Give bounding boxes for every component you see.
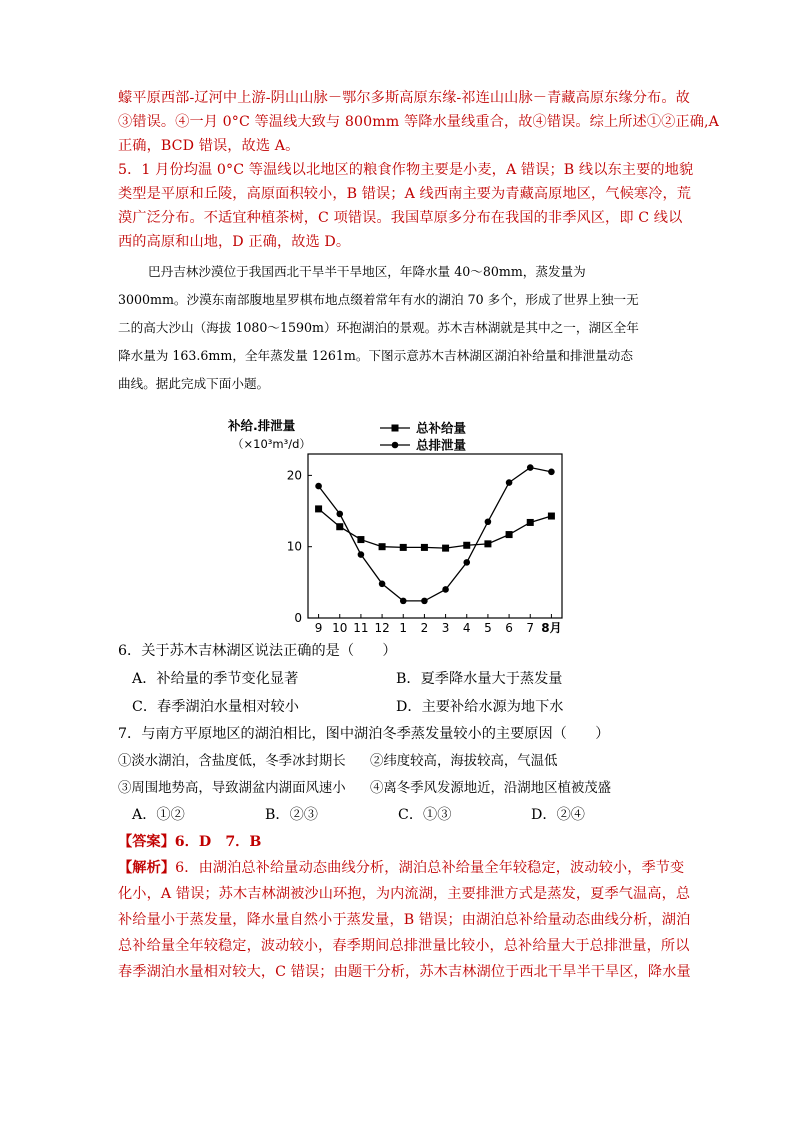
x-tick-label: 11 — [353, 621, 369, 635]
analysis-line: 总补给量全年较稳定，波动较小，春季期间总排泄量比较小，总补给量大于总排泄量，所以 — [118, 938, 690, 954]
question-7 — [118, 721, 684, 829]
option-b[interactable]: B．②③ — [265, 807, 318, 823]
option-d[interactable]: D．②④ — [531, 807, 585, 823]
data-point-circle — [336, 511, 343, 518]
data-point-square — [400, 544, 407, 551]
text-line: 5．1 月份均温 0°C 等温线以北地区的粮食作物主要是小麦，A 错误；B 线以东主要的地貌 — [118, 162, 694, 178]
statement-row — [118, 775, 684, 802]
x-tick-label: 7 — [526, 621, 535, 635]
data-point-square — [442, 545, 449, 552]
data-point-square — [336, 523, 343, 530]
data-point-square — [506, 531, 513, 538]
passage-line: 降水量为 163.6mm，全年蒸发量 1261m。下图示意苏木吉林湖区湖泊补给量和排泄量动态 — [118, 348, 633, 363]
analysis-line: 化小，A 错误；苏木吉林湖被沙山环抱，为内流湖，主要排泄方式是蒸发，夏季气温高，总 — [118, 886, 691, 902]
x-tick-label: 10 — [332, 621, 348, 635]
data-point-circle — [400, 598, 407, 605]
chart-svg — [118, 400, 684, 638]
text-line: 西的高原和山地，D 正确，故选 D。 — [118, 234, 351, 250]
data-point-circle — [442, 586, 449, 593]
reading-passage — [118, 258, 684, 398]
data-point-circle — [506, 479, 513, 486]
statement-2: ②纬度较高，海拔较高，气温低 — [370, 754, 558, 769]
answer-tag: 【答案】 — [118, 834, 175, 850]
legend-marker-circle — [392, 442, 399, 449]
analysis-tag: 【解析】 — [118, 860, 176, 876]
x-tick-label: 12 — [374, 621, 390, 635]
data-point-square — [463, 542, 470, 549]
text-line: 蠓平原西部-辽河中上游-阴山山脉－鄂尔多斯高原东缘-祁连山山脉－青藏高原东缘分布。故 — [118, 90, 690, 106]
statement-4: ④离冬季风发源地近，沿湖地区植被茂盛 — [370, 781, 612, 796]
legend-label: 总排泄量 — [416, 437, 467, 453]
data-point-square — [379, 543, 386, 550]
x-tick-label: 4 — [462, 621, 471, 635]
option-row — [118, 693, 684, 721]
answer-text: 6．D 7．B — [174, 834, 262, 850]
text-line: ③错误。④一月 0°C 等温线大致与 800mm 等降水量线重合，故④错误。综上所述①②正确,A — [118, 114, 719, 130]
option-b[interactable]: B．夏季降水量大于蒸发量 — [396, 671, 563, 687]
data-point-square — [315, 505, 322, 512]
data-point-circle — [485, 518, 492, 525]
plot-frame — [308, 454, 562, 618]
y-axis-unit: （×10³m³/d） — [232, 437, 311, 451]
analysis-line: 补给量小于蒸发量，降水量自然小于蒸发量，B 错误；由湖泊总补给量动态曲线分析，湖泊 — [118, 912, 691, 928]
passage-line: 曲线。据此完成下面小题。 — [118, 376, 270, 391]
x-tick-label: 6 — [505, 621, 513, 635]
legend-label: 总补给量 — [416, 420, 467, 436]
analysis-line: 6．由湖泊总补给量动态曲线分析，湖泊总补给量全年较稳定，波动较小，季节变 — [175, 860, 685, 876]
option-row — [118, 665, 684, 693]
data-point-circle — [527, 464, 534, 471]
option-c[interactable]: C．①③ — [398, 807, 452, 823]
series-line-2 — [319, 468, 552, 601]
text-line: 类型是平原和丘陵，高原面积较小，B 错误；A 线西南主要为青藏高原地区，气候寒冷，荒 — [118, 186, 692, 202]
data-point-circle — [548, 469, 555, 476]
option-a[interactable]: A．①② — [132, 807, 185, 823]
data-point-square — [421, 544, 428, 551]
option-d[interactable]: D．主要补给水源为地下水 — [396, 699, 564, 715]
statement-1: ①淡水湖泊，含盐度低，冬季冰封期长 — [118, 754, 346, 769]
data-point-square — [357, 536, 364, 543]
text-line — [118, 855, 684, 881]
y-tick-label: 0 — [294, 611, 302, 625]
data-point-circle — [463, 559, 470, 566]
option-a[interactable]: A．补给量的季节变化显著 — [132, 671, 299, 687]
lake-balance-chart — [118, 400, 684, 638]
data-point-circle — [315, 483, 322, 490]
question-6 — [118, 638, 684, 721]
option-row — [118, 802, 684, 829]
analysis-block — [118, 855, 691, 985]
y-axis-label: 补给.排泄量 — [228, 418, 296, 433]
document-page — [118, 86, 719, 985]
data-point-circle — [421, 598, 428, 605]
analysis-line: 春季湖泊水量相对较大，C 错误；由题干分析，苏木吉林湖位于西北干旱半干旱区，降水量 — [118, 964, 691, 980]
data-point-square — [527, 519, 534, 526]
y-tick-label: 20 — [286, 468, 302, 483]
x-tick-label: 5 — [484, 621, 492, 635]
x-tick-label: 8月 — [541, 621, 562, 635]
text-line: 漠广泛分布。不适宜种植茶树，C 项错误。我国草原多分布在我国的非季风区，即 C 线以 — [118, 210, 683, 226]
option-c[interactable]: C．春季湖泊水量相对较小 — [132, 699, 299, 715]
previous-explanation — [118, 86, 719, 158]
answer-block — [118, 829, 684, 855]
legend-marker-square — [392, 425, 399, 432]
x-tick-label: 3 — [441, 621, 450, 635]
y-tick-label: 10 — [286, 539, 302, 554]
passage-line: 3000mm。沙漠东南部腹地星罗棋布地点缀着常年有水的湖泊 70 多个，形成了世界上独一无 — [118, 292, 639, 307]
data-point-circle — [379, 580, 386, 587]
series-line-1 — [319, 509, 552, 548]
passage-line: 二的高大沙山（海拔 1080～1590m）环抱湖泊的景观。苏木吉林湖就是其中之一，湖区全年 — [118, 320, 639, 335]
text-line: 正确，BCD 错误，故选 A。 — [118, 138, 300, 154]
question-stem: 7．与南方平原地区的湖泊相比，图中湖泊冬季蒸发量较小的主要原因（ ） — [118, 726, 610, 742]
data-point-circle — [358, 551, 365, 558]
data-point-square — [484, 540, 491, 547]
q5-explanation — [118, 158, 694, 254]
statement-row — [118, 748, 684, 775]
question-stem: 6．关于苏木吉林湖区说法正确的是（ ） — [118, 643, 397, 659]
statement-3: ③周围地势高，导致湖盆内湖面风速小 — [118, 781, 346, 796]
x-tick-label: 9 — [314, 621, 323, 635]
passage-line: 巴丹吉林沙漠位于我国西北干旱半干旱地区，年降水量 40～80mm，蒸发量为 — [148, 264, 586, 279]
x-tick-label: 1 — [399, 621, 408, 635]
data-point-square — [548, 513, 555, 520]
x-tick-label: 2 — [420, 621, 429, 635]
